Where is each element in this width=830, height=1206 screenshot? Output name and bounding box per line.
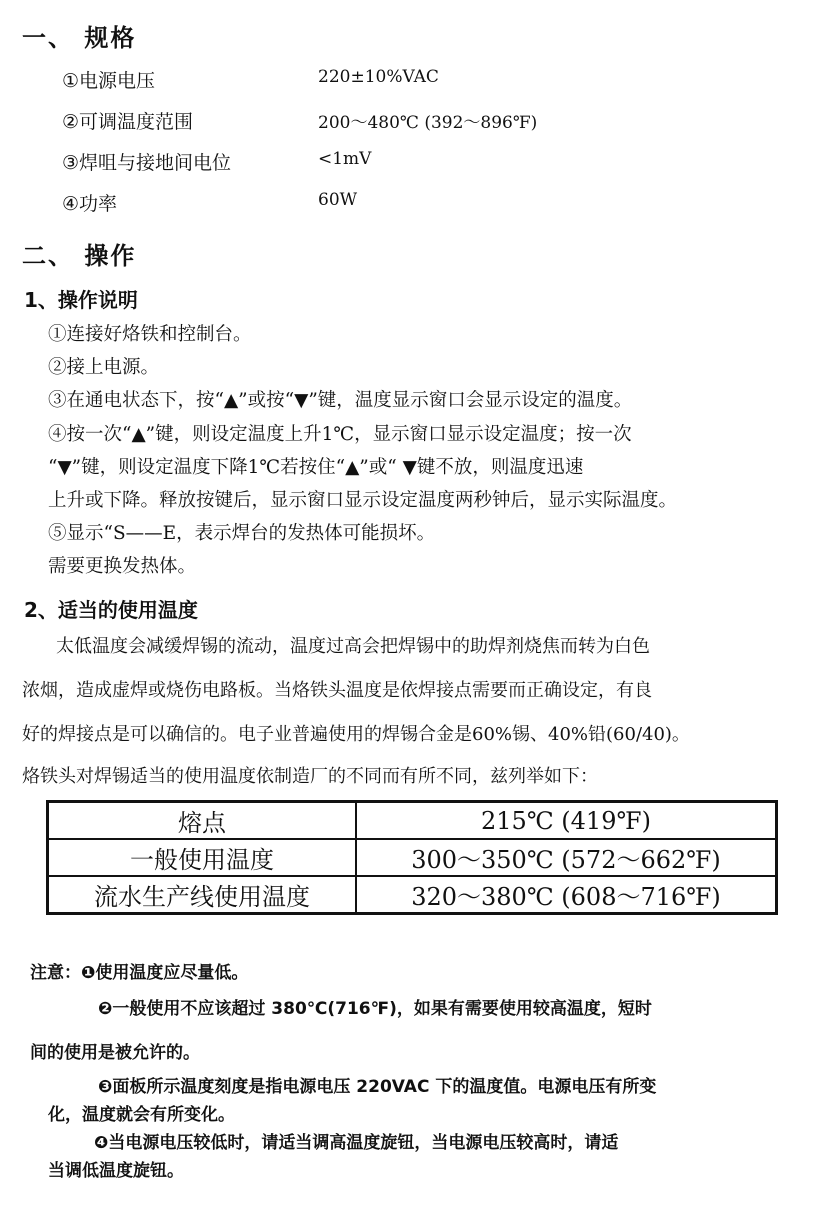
instruction-line: ③在通电状态下，按“▲”或按“▼”键，温度显示窗口会显示设定的温度。	[48, 390, 633, 411]
table-cell-value: 320～380℃ (608～716℉)	[356, 876, 777, 914]
note-line: 化，温度就会有所变化。	[48, 1105, 235, 1125]
section-2-heading: 二、 操作	[22, 242, 137, 270]
note-line: 注意：❶使用温度应尽量低。	[30, 963, 249, 983]
paragraph-line: 烙铁头对焊锡适当的使用温度依制造厂的不同而有所不同，兹列举如下：	[22, 766, 598, 787]
spec-value-potential: <1mV	[318, 149, 372, 169]
note-line: ❸面板所示温度刻度是指电源电压 220VAC 下的温度值。电源电压有所变	[98, 1077, 657, 1097]
table-cell-name: 一般使用温度	[48, 839, 357, 876]
subsection-1-heading: 1、操作说明	[24, 288, 138, 312]
table-cell-name: 熔点	[48, 802, 357, 840]
temperature-table	[46, 800, 778, 915]
table-cell-value: 300～350℃ (572～662℉)	[356, 839, 777, 876]
table-cell-value: 215℃ (419℉)	[356, 802, 777, 840]
spec-label-temp-range: ②可调温度范围	[62, 111, 194, 133]
subsection-2-heading: 2、适当的使用温度	[24, 598, 198, 622]
section-1-heading: 一、 规格	[22, 24, 137, 52]
paragraph-line: 太低温度会减缓焊锡的流动，温度过高会把焊锡中的助焊剂烧焦而转为白色	[56, 636, 650, 657]
table-row	[48, 839, 777, 876]
paragraph-line: 好的焊接点是可以确信的。电子业普遍使用的焊锡合金是60%锡、40%铅(60/40)。	[22, 724, 690, 745]
instruction-line: ①连接好烙铁和控制台。	[48, 324, 252, 345]
spec-value-power: 60W	[318, 190, 358, 210]
spec-value-temp-range: 200～480℃ (392～896℉)	[318, 113, 538, 133]
spec-label-voltage: ①电源电压	[62, 70, 156, 92]
note-line: ❷一般使用不应该超过 380℃(716℉)，如果有需要使用较高温度，短时	[98, 999, 652, 1019]
spec-label-power: ④功率	[62, 193, 118, 215]
instruction-line: 上升或下降。释放按键后，显示窗口显示设定温度两秒钟后，显示实际温度。	[48, 490, 678, 511]
instruction-line: ⑤显示“S——E，表示焊台的发热体可能损坏。	[48, 523, 436, 544]
instruction-line: ②接上电源。	[48, 357, 160, 378]
note-line: ❹当电源电压较低时，请适当调高温度旋钮，当电源电压较高时，请适	[94, 1133, 619, 1153]
table-row	[48, 876, 777, 914]
table-cell-name: 流水生产线使用温度	[48, 876, 357, 914]
instruction-line: “▼”键，则设定温度下降1℃若按住“▲”或“ ▼键不放，则温度迅速	[48, 457, 584, 478]
spec-label-potential: ③焊咀与接地间电位	[62, 152, 232, 174]
paragraph-line: 浓烟，造成虚焊或烧伤电路板。当烙铁头温度是依焊接点需要而正确设定，有良	[22, 680, 652, 701]
note-line: 间的使用是被允许的。	[30, 1043, 200, 1063]
instruction-line: 需要更换发热体。	[48, 556, 197, 577]
table-row	[48, 802, 777, 840]
instruction-line: ④按一次“▲”键，则设定温度上升1℃，显示窗口显示设定温度；按一次	[48, 424, 632, 445]
spec-value-voltage: 220±10%VAC	[318, 67, 439, 87]
note-line: 当调低温度旋钮。	[48, 1161, 184, 1181]
